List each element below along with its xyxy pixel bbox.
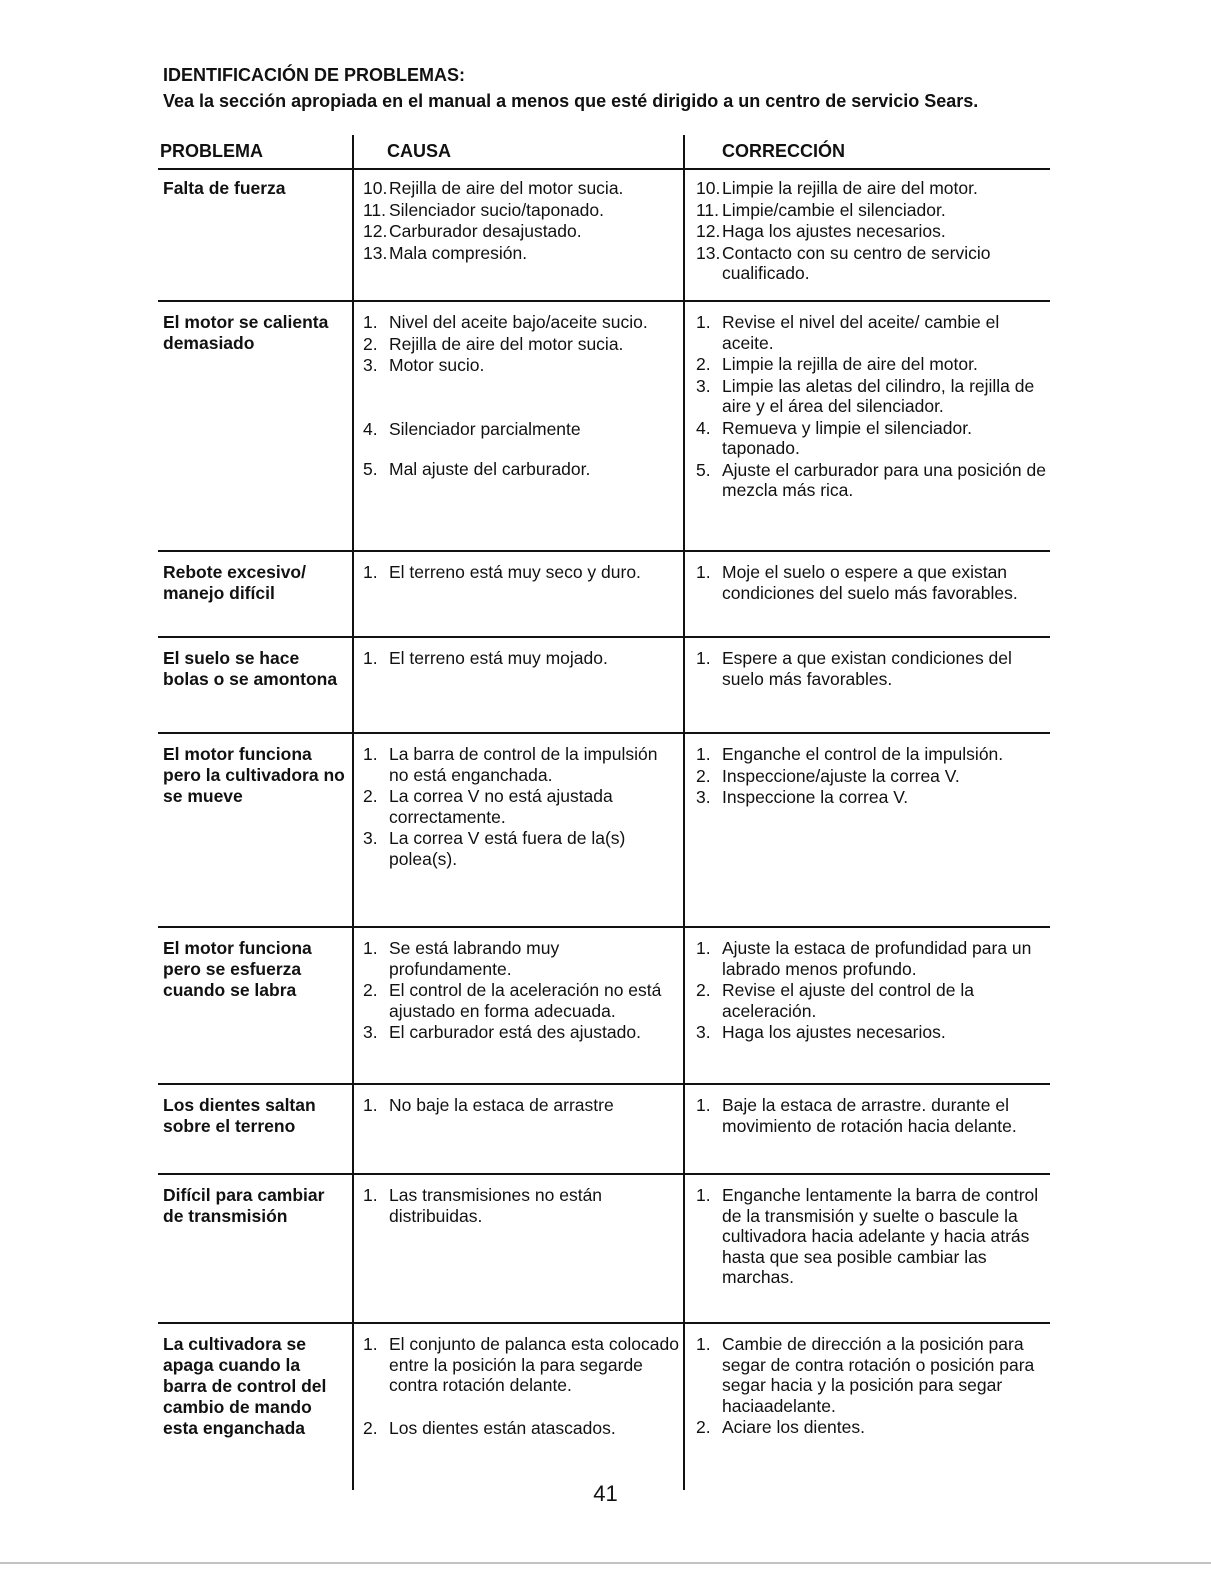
item-number: 3. — [696, 787, 711, 807]
item-text: Limpie/cambie el silenciador. — [722, 199, 946, 220]
cause-cell — [363, 1334, 681, 1439]
correction-item — [696, 1022, 1046, 1043]
item-text: No baje la estaca de arrastre — [389, 1095, 614, 1115]
row-divider — [158, 926, 1050, 928]
cause-item — [363, 1334, 681, 1396]
column-header-cause: CAUSA — [387, 141, 452, 161]
item-text: El carburador está des ajustado. — [389, 1022, 641, 1042]
item-text: Enganche lentamente la barra de control de la transmisión y suelte o bascule la cultivadora hacia adelante y hacia atrás hasta que sea posible cambiar las marchas. — [722, 1185, 1039, 1287]
item-text: Mal ajuste del carburador. — [389, 459, 591, 479]
item-text: Moje el suelo o espere a que existan condiciones del suelo más favorables. — [722, 562, 1018, 603]
item-number: 12. — [363, 221, 388, 241]
item-number: 1. — [696, 1095, 711, 1115]
item-number: 1. — [363, 1334, 378, 1354]
item-number: 2. — [696, 765, 711, 786]
correction-item — [696, 766, 1046, 787]
item-number: 1. — [696, 1334, 711, 1354]
item-number: 1. — [696, 312, 711, 332]
item-number: 3. — [363, 355, 378, 375]
problem-label: La cultivadora se apaga cuando la barra de control del cambio de mando esta enganchada — [163, 1334, 327, 1438]
cause-cell — [363, 562, 681, 584]
item-text: Revise el nivel del aceite/ cambie el aceite. — [722, 312, 1000, 353]
page-number: 41 — [593, 1481, 618, 1506]
problem-label: El motor funciona pero se esfuerza cuando se labra — [163, 938, 312, 1000]
item-number: 1. — [696, 648, 711, 668]
item-number: 2. — [696, 1417, 711, 1437]
item-number: 2. — [363, 1417, 378, 1438]
item-number: 1. — [363, 648, 378, 668]
item-text: Revise el ajuste del control de la aceleración. — [722, 980, 974, 1021]
item-text: La barra de control de la impulsión no está enganchada. — [389, 744, 658, 785]
item-text: Ajuste el carburador para una posición de mezcla más rica. — [722, 459, 1046, 500]
cause-item — [363, 744, 681, 785]
problem-label: Falta de fuerza — [163, 178, 286, 198]
row-divider — [158, 1083, 1050, 1085]
correction-item — [696, 1095, 1046, 1136]
correction-item — [696, 376, 1046, 417]
cause-item — [363, 980, 681, 1021]
item-text: El terreno está muy seco y duro. — [389, 562, 641, 582]
correction-cell — [696, 648, 1046, 690]
correction-item — [696, 1334, 1046, 1416]
problem-label: Rebote excesivo/ manejo difícil — [163, 562, 306, 603]
problem-label: Difícil para cambiar de transmisión — [163, 1185, 325, 1226]
correction-cell — [696, 1185, 1046, 1289]
item-text: Haga los ajustes necesarios. — [722, 221, 946, 241]
correction-item — [696, 221, 1046, 242]
cause-item — [363, 459, 681, 480]
item-number: 5. — [363, 459, 378, 479]
cause-item — [363, 1095, 681, 1116]
correction-cell — [696, 744, 1046, 809]
cause-item — [363, 562, 681, 583]
item-text: Se está labrando muy profundamente. — [389, 938, 560, 979]
correction-item — [696, 178, 1046, 199]
item-number: 3. — [696, 1022, 711, 1042]
item-number: 1. — [363, 1185, 378, 1205]
item-number: 2. — [696, 980, 711, 1000]
row-divider — [158, 636, 1050, 638]
item-text: Los dientes están atascados. — [389, 1417, 616, 1438]
problem-label: Los dientes saltan sobre el terreno — [163, 1095, 316, 1136]
cause-item — [363, 1185, 681, 1226]
item-text: Mala compresión. — [389, 242, 528, 263]
column-header-correction: CORRECCIÓN — [722, 141, 846, 161]
item-number: 2. — [363, 980, 378, 1000]
item-text: El conjunto de palanca esta colocado entre la posición la para segarde contra rotación delante. — [389, 1334, 679, 1395]
item-text: Rejilla de aire del motor sucia. — [389, 178, 624, 198]
correction-item — [696, 354, 1046, 375]
item-number: 11. — [696, 199, 720, 220]
item-text: Inspeccione/ajuste la correa V. — [722, 765, 960, 786]
item-text: Contacto con su centro de servicio cualificado. — [722, 242, 991, 283]
cause-cell — [363, 1185, 681, 1227]
cause-item — [363, 786, 681, 827]
item-text: Ajuste la estaca de profundidad para un labrado menos profundo. — [722, 938, 1032, 979]
item-number: 1. — [363, 1095, 378, 1115]
item-text: Nivel del aceite bajo/aceite sucio. — [389, 312, 648, 332]
correction-item — [696, 980, 1046, 1021]
cause-item — [363, 312, 681, 333]
cause-item — [363, 178, 681, 199]
correction-item — [696, 648, 1046, 689]
item-text: Silenciador parcialmente — [389, 418, 581, 439]
item-number: 13. — [696, 242, 721, 263]
item-number: 2. — [363, 333, 378, 354]
column-divider — [683, 135, 685, 1490]
correction-cell — [696, 562, 1046, 604]
cause-cell — [363, 648, 681, 670]
item-number: 10. — [363, 178, 388, 198]
cause-item — [363, 243, 681, 264]
correction-item — [696, 200, 1046, 221]
item-number: 2. — [363, 786, 378, 806]
item-number: 11. — [363, 199, 387, 220]
item-number: 1. — [696, 1185, 711, 1205]
item-text: Haga los ajustes necesarios. — [722, 1022, 946, 1042]
cause-cell — [363, 1095, 681, 1117]
item-number: 1. — [696, 744, 711, 764]
item-number: 4. — [363, 418, 378, 439]
column-header-problem: PROBLEMA — [160, 141, 263, 161]
cause-item — [363, 648, 681, 669]
correction-item — [696, 418, 1046, 459]
item-text: El control de la aceleración no está ajustado en forma adecuada. — [389, 980, 662, 1021]
item-text: Inspeccione la correa V. — [722, 787, 909, 807]
cause-item — [363, 419, 681, 440]
item-text: Rejilla de aire del motor sucia. — [389, 333, 624, 354]
correction-item — [696, 243, 1046, 284]
correction-cell — [696, 938, 1046, 1044]
row-divider — [158, 300, 1050, 302]
item-number: 1. — [696, 938, 711, 958]
item-text: Aciare los dientes. — [722, 1417, 865, 1437]
item-text: Limpie las aletas del cilindro, la rejilla de aire y el área del silenciador. — [722, 375, 1035, 416]
header-rule — [158, 168, 1050, 170]
item-number: 1. — [363, 562, 378, 582]
cause-item — [363, 355, 681, 376]
item-text: Limpie la rejilla de aire del motor. — [722, 354, 978, 374]
item-text: Espere a que existan condiciones del suelo más favorables. — [722, 648, 1012, 689]
item-number: 4. — [696, 417, 711, 438]
item-text: Las transmisiones no están distribuidas. — [389, 1185, 603, 1226]
cause-item — [363, 200, 681, 221]
item-text: Motor sucio. — [389, 355, 485, 375]
correction-cell — [696, 312, 1046, 502]
correction-item — [696, 1185, 1046, 1288]
item-number: 13. — [363, 242, 388, 263]
item-text: Enganche el control de la impulsión. — [722, 744, 1004, 764]
item-number: 1. — [363, 312, 378, 332]
problem-label: El motor se calienta demasiado — [163, 312, 329, 353]
item-text: Silenciador sucio/taponado. — [389, 199, 605, 220]
correction-cell — [696, 1095, 1046, 1137]
item-text: Carburador desajustado. — [389, 221, 582, 241]
section-subtitle: Vea la sección apropiada en el manual a menos que esté dirigido a un centro de servicio Sears. — [163, 91, 979, 111]
item-text: La correa V no está ajustada correctamente. — [389, 786, 613, 827]
correction-cell — [696, 1334, 1046, 1439]
item-text: Cambie de dirección a la posición para segar de contra rotación o posición para segar hacia y la posición para segar haciaadelante. — [722, 1334, 1035, 1416]
correction-item — [696, 787, 1046, 808]
correction-item — [696, 312, 1046, 353]
correction-item — [696, 938, 1046, 979]
page-bottom-edge — [0, 1562, 1211, 1564]
cause-item — [363, 1418, 681, 1439]
correction-item — [696, 562, 1046, 603]
item-number: 5. — [696, 459, 711, 480]
cause-cell — [363, 312, 681, 481]
row-divider — [158, 550, 1050, 552]
item-number: 3. — [363, 1022, 378, 1042]
item-number: 12. — [696, 221, 721, 241]
correction-cell — [696, 178, 1046, 285]
cause-cell — [363, 178, 681, 264]
correction-item — [696, 460, 1046, 501]
correction-item — [696, 744, 1046, 765]
problem-label: El suelo se hace bolas o se amontona — [163, 648, 338, 689]
cause-item — [363, 828, 681, 869]
correction-item — [696, 1417, 1046, 1438]
row-divider — [158, 732, 1050, 734]
cause-cell — [363, 938, 681, 1044]
item-text: Limpie la rejilla de aire del motor. — [722, 178, 978, 198]
item-text: Baje la estaca de arrastre. durante el movimiento de rotación hacia delante. — [722, 1095, 1017, 1136]
item-text: El terreno está muy mojado. — [389, 648, 608, 668]
item-number: 3. — [696, 375, 711, 396]
item-text: Remueva y limpie el silenciador. taponado. — [722, 417, 972, 458]
problem-label: El motor funciona pero la cultivadora no se mueve — [163, 744, 345, 806]
row-divider — [158, 1322, 1050, 1324]
item-number: 2. — [696, 354, 711, 374]
item-number: 10. — [696, 178, 721, 198]
cause-item — [363, 938, 681, 979]
cause-item — [363, 334, 681, 355]
item-number: 3. — [363, 828, 378, 848]
row-divider — [158, 1173, 1050, 1175]
cause-cell — [363, 744, 681, 870]
cause-item — [363, 1022, 681, 1043]
section-title: IDENTIFICACIÓN DE PROBLEMAS: — [163, 65, 466, 85]
item-number: 1. — [363, 744, 378, 764]
item-number: 1. — [696, 562, 711, 582]
cause-item — [363, 221, 681, 242]
item-text: La correa V está fuera de la(s) polea(s). — [389, 828, 626, 869]
column-divider — [352, 135, 354, 1490]
item-number: 1. — [363, 938, 378, 958]
